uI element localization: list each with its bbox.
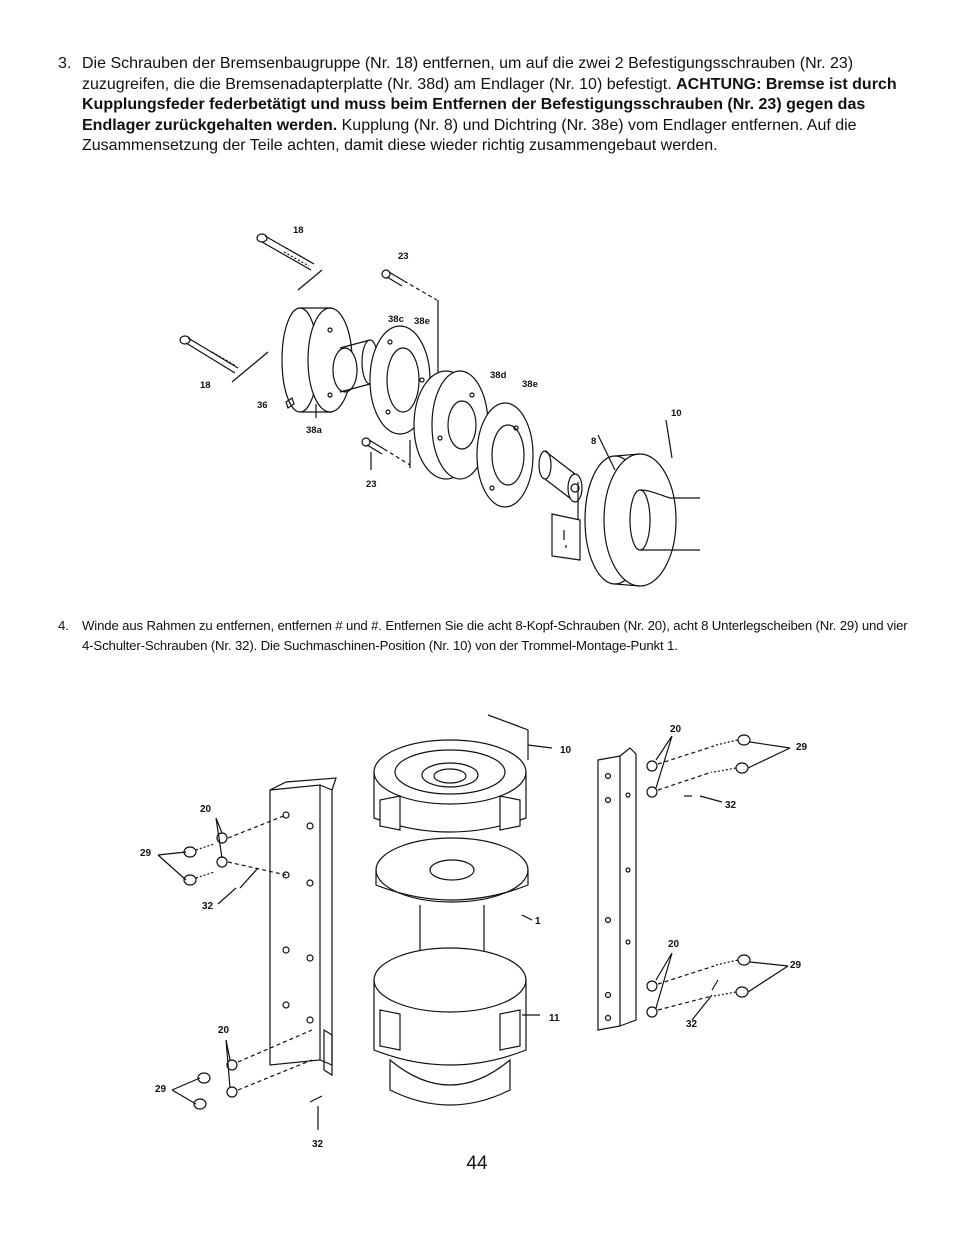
callout-1: 1 [535,916,541,927]
callout-18: 18 [293,225,304,236]
bolt-18-top [257,234,314,270]
end-bearing-10 [374,715,528,832]
end-bearing-11 [374,948,540,1105]
callout-29: 29 [155,1084,167,1095]
callout-38d: 38d [490,370,507,381]
callout-36: 36 [257,400,268,411]
callout-32: 32 [725,800,737,811]
step-4-text: Winde aus Rahmen zu entfernen, entfernen # und #. Entfernen Sie die acht 8-Kopf-Schrauben (Nr. 20), acht 8 Unterlegscheiben (Nr. 29) und vier 4-Schulter-Schrauben (Nr. 32). Die Suchmaschinen-Position (Nr. 10) von der Trommel-Montage-Punkt 1. [82,618,908,653]
step-number: 4. [58,618,69,633]
callout-32: 32 [686,1019,698,1030]
callout-23: 23 [366,479,377,490]
callout-10: 10 [671,408,682,419]
callout-29: 29 [790,960,802,971]
page-number: 44 [466,1153,488,1174]
bolts-20-29-right-upper [647,735,790,802]
right-frame-rail [598,748,636,1030]
step-4 [58,616,908,656]
callout-38e: 38e [414,316,430,327]
bolt-23-bottom [362,438,410,465]
warning-text: ACHTUNG: Bremse ist durch Kupplungsfeder federbetätigt und muss beim Entfernen der Befestigungsschrauben (Nr. 23) gegen das Endlager zurückgehalten werden. [82,75,897,134]
bolt-18-left [180,336,238,373]
callout-8: 8 [591,436,597,447]
gasket-38e-second [477,403,533,507]
bolts-20-29-right-lower [647,953,788,1020]
callout-29: 29 [140,848,152,859]
drum-1 [376,838,532,960]
callout-20: 20 [670,724,682,735]
step-text [82,54,898,157]
callout-20: 20 [200,804,212,815]
brake-assembly-diagram [0,200,954,600]
step-3-text-1: Die Schrauben der Bremsenbaugruppe (Nr. 18) entfernen, um auf die zwei 2 Befestigungsschrauben (Nr. 23) zuzugreifen, die die Bremsenadapterplatte (Nr. 38d) am Endlager (Nr. 10) befestigt. [82,55,854,93]
callout-20: 20 [218,1025,230,1036]
left-frame-rail [270,778,336,1075]
callout-38a: 38a [306,425,322,436]
callout-32: 32 [202,901,214,912]
callout-11: 11 [549,1013,560,1024]
callout-10: 10 [560,745,572,756]
coupling-8 [539,451,582,502]
callout-20: 20 [668,939,680,950]
bolt-23-top [382,270,437,300]
step-number: 3. [58,55,72,72]
callout-38c: 38c [388,314,404,325]
step-3-text-2: Kupplung (Nr. 8) und Dichtring (Nr. 38e) vom Endlager entfernen. Auf die Zusammensetzung der Teile achten, damit diese wieder richtig zusammengebaut werden. [82,116,857,155]
step-3 [58,54,898,157]
callout-29: 29 [796,742,808,753]
bolts-20-29-left-upper [158,815,286,904]
callout-18: 18 [200,380,211,391]
callout-23: 23 [398,251,409,262]
brake-housing [282,308,378,412]
callout-32: 32 [312,1139,324,1150]
callout-38e: 38e [522,379,538,390]
winch-frame-diagram [0,700,954,1170]
